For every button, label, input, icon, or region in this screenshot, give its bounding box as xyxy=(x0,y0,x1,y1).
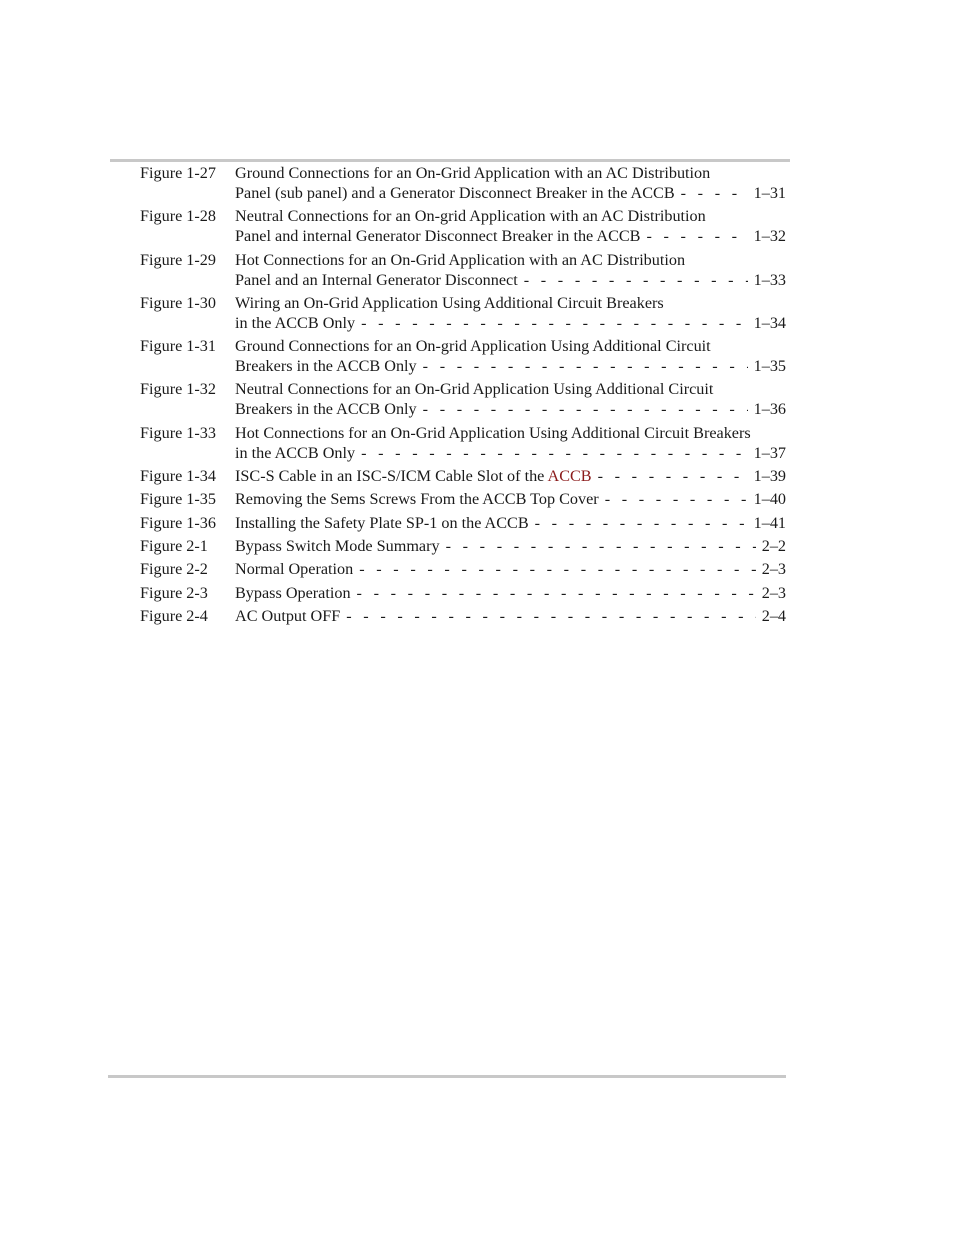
entry-title-line: Neutral Connections for an On-grid Application with an AC Distribution xyxy=(235,207,706,226)
dot-leader xyxy=(524,270,748,290)
figure-label: Figure 1-30 xyxy=(140,293,216,312)
entry-title-line: in the ACCB Only xyxy=(235,443,356,462)
entry-title: AC Output OFF xyxy=(235,606,341,625)
page-number[interactable]: 2–3 xyxy=(761,583,786,602)
page-number[interactable]: 1–35 xyxy=(753,357,786,376)
figure-label: Figure 2-1 xyxy=(140,536,208,555)
entry-title-line: Panel (sub panel) and a Generator Disconnect Breaker in the ACCB xyxy=(235,184,675,202)
toc-entry-figure-1-30[interactable] xyxy=(140,293,786,333)
dot-leader xyxy=(361,313,748,333)
entry-title: Installing the Safety Plate SP-1 on the ACCB xyxy=(235,513,529,532)
figure-label: Figure 1-27 xyxy=(140,164,216,182)
page-number[interactable]: 1–39 xyxy=(753,467,786,486)
toc-entry-figure-2-3[interactable] xyxy=(140,583,786,603)
toc-entry-figure-1-32[interactable] xyxy=(140,379,786,419)
entry-title: Bypass Switch Mode Summary xyxy=(235,536,440,555)
entry-title-line: Panel and an Internal Generator Disconnect xyxy=(235,270,518,289)
entry-title: Removing the Sems Screws From the ACCB Top Cover xyxy=(235,490,599,509)
dot-leader xyxy=(359,559,755,579)
page-number[interactable]: 1–37 xyxy=(753,443,786,462)
entry-title-line: Hot Connections for an On-Grid Application Using Additional Circuit Breakers xyxy=(235,423,751,442)
dot-leader xyxy=(357,583,756,603)
figure-label: Figure 1-31 xyxy=(140,337,216,356)
page-number[interactable]: 1–34 xyxy=(753,313,786,332)
entry-title-line: Breakers in the ACCB Only xyxy=(235,400,417,419)
toc-entry-figure-1-35[interactable] xyxy=(140,489,786,509)
page-number[interactable]: 2–4 xyxy=(761,606,786,625)
top-rule xyxy=(110,159,790,162)
dot-leader xyxy=(361,443,748,463)
page-number[interactable]: 2–2 xyxy=(761,536,786,555)
toc-entry-figure-1-34[interactable] xyxy=(140,466,786,486)
figure-label: Figure 1-34 xyxy=(140,467,216,486)
bottom-rule xyxy=(108,1075,786,1078)
toc-entry-figure-2-2[interactable] xyxy=(140,559,786,579)
page-number[interactable]: 2–3 xyxy=(761,560,786,579)
accb-link[interactable]: ACCB xyxy=(547,467,592,486)
toc-entry-figure-1-31[interactable] xyxy=(140,336,786,376)
figure-label: Figure 1-33 xyxy=(140,423,216,442)
toc-entry-figure-1-28[interactable] xyxy=(140,206,786,246)
dot-leader xyxy=(535,513,748,533)
page-number[interactable]: 1–32 xyxy=(753,227,786,246)
dot-leader xyxy=(423,399,748,419)
figure-label: Figure 1-36 xyxy=(140,513,216,532)
page-number[interactable]: 1–41 xyxy=(753,513,786,532)
figure-label: Figure 1-35 xyxy=(140,490,216,509)
figure-label: Figure 1-29 xyxy=(140,250,216,269)
entry-title-line: Neutral Connections for an On-Grid Application Using Additional Circuit xyxy=(235,380,714,399)
entry-title-line: Wiring an On-Grid Application Using Additional Circuit Breakers xyxy=(235,293,664,312)
figure-label: Figure 2-2 xyxy=(140,560,208,579)
entry-title-line: in the ACCB Only xyxy=(235,313,356,332)
toc-entry-figure-1-33[interactable] xyxy=(140,423,786,463)
dot-leader xyxy=(598,466,748,486)
toc-entry-figure-2-1[interactable] xyxy=(140,536,786,556)
dot-leader xyxy=(423,356,748,376)
dot-leader xyxy=(646,226,747,246)
entry-title-line: Hot Connections for an On-Grid Application with an AC Distribution xyxy=(235,250,686,269)
figure-label: Figure 1-32 xyxy=(140,380,216,399)
toc-entry-figure-1-27[interactable] xyxy=(140,163,786,203)
dot-leader xyxy=(605,489,748,509)
dot-leader xyxy=(446,536,756,556)
page-number[interactable]: 1–31 xyxy=(753,184,786,202)
toc-entry-figure-2-4[interactable] xyxy=(140,606,786,626)
entry-title-text: ISC-S Cable in an ISC-S/ICM Cable Slot of the xyxy=(235,467,548,486)
entry-title-line: Panel and internal Generator Disconnect Breaker in the ACCB xyxy=(235,227,641,246)
entry-title-line: Breakers in the ACCB Only xyxy=(235,357,417,376)
page-number[interactable]: 1–33 xyxy=(753,270,786,289)
list-of-figures xyxy=(140,163,786,629)
dot-leader xyxy=(346,606,755,626)
toc-entry-figure-1-36[interactable] xyxy=(140,513,786,533)
dot-leader xyxy=(681,183,748,203)
figure-label: Figure 2-4 xyxy=(140,606,208,625)
figure-label: Figure 1-28 xyxy=(140,207,216,226)
entry-title-line: Ground Connections for an On-grid Application Using Additional Circuit xyxy=(235,337,711,356)
toc-entry-figure-1-29[interactable] xyxy=(140,250,786,290)
entry-title-line: Ground Connections for an On-Grid Application with an AC Distribution xyxy=(235,164,711,182)
entry-title: Normal Operation xyxy=(235,560,354,579)
page-number[interactable]: 1–36 xyxy=(753,400,786,419)
entry-title: Bypass Operation xyxy=(235,583,351,602)
page-number[interactable]: 1–40 xyxy=(753,490,786,509)
entry-title xyxy=(235,466,592,486)
figure-label: Figure 2-3 xyxy=(140,583,208,602)
